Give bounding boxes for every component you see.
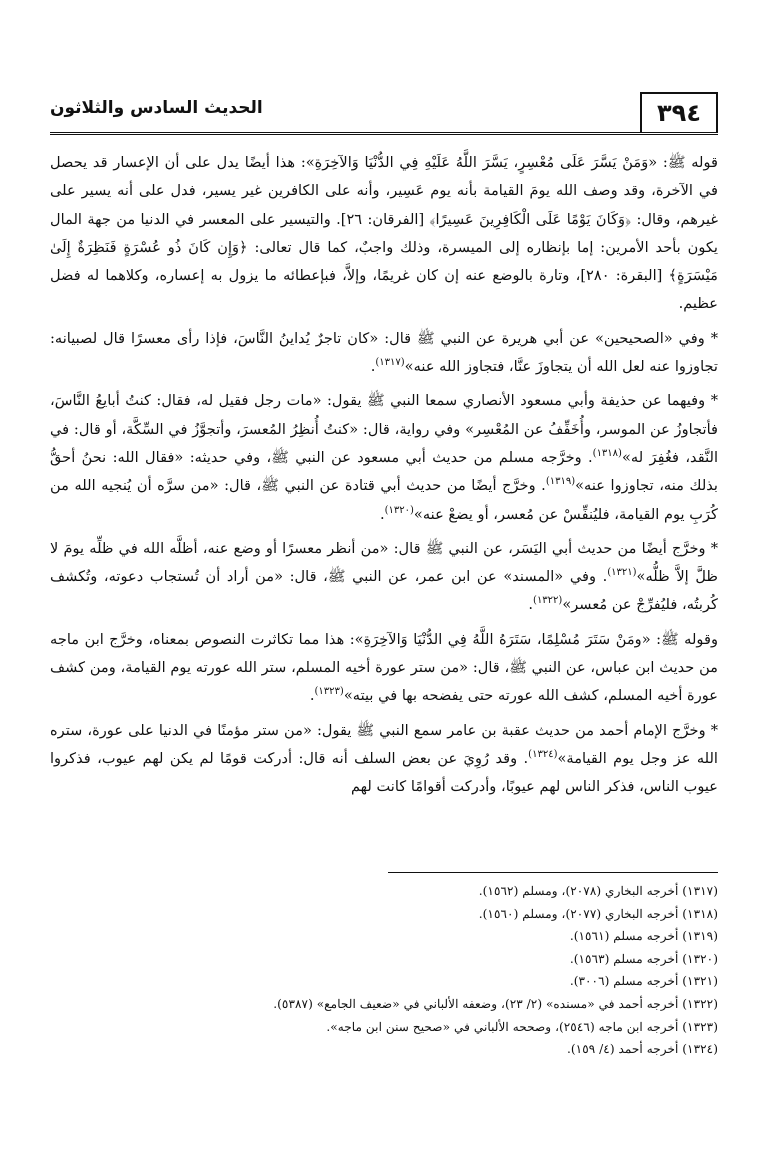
footnote-ref[interactable]: (١٣١٩) bbox=[545, 476, 576, 488]
footnote-divider bbox=[388, 872, 718, 873]
footnote-ref[interactable]: (١٣١٨) bbox=[592, 448, 622, 460]
footnote-1318: (١٣١٨) أخرجه البخاري (٢٠٧٧)، ومسلم (١٥٦٠). bbox=[478, 906, 718, 921]
paragraph-2-text: * وفي «الصحيحين» عن أبي هريرة عن النبي ﷺ قال: «كان تاجرٌ يُداينُ النَّاسَ، فإذا رأى معسرًا قال لصبيانه: تجاوزوا عنه لعل الله أن يتجاوزَ عنَّا، فتجاوز الله عنه» bbox=[50, 329, 718, 376]
footnote-ref[interactable]: (١٣٢٤) bbox=[528, 749, 558, 761]
footnote-ref[interactable]: (١٣٢٢) bbox=[533, 595, 563, 607]
footnotes bbox=[50, 880, 718, 1061]
footnote-ref[interactable]: (١٣٢١) bbox=[607, 567, 637, 579]
paragraph-3-end: . وخرَّج أيضًا من حديث أبي قتادة عن النبي ﷺ، قال: «من سرَّه أن يُنجيه الله من كُرَبِ يوم القيامة، فليُنفِّسْ عن مُعسر، أو يضعْ عنه» bbox=[50, 477, 718, 523]
page-number: ٣٩٤ bbox=[640, 92, 718, 132]
paragraph-1-text: قوله ﷺ: «وَمَنْ يَسَّرَ عَلَى مُعْسِرٍ، يَسَّرَ اللَّهُ عَلَيْهِ فِي الدُّنْيَا وَالآخِرَةِ»: هذا أيضًا يدل على أن الإعسار قد يحصل في الآخرة، وقد وصف الله يومَ القيامة بأنه يوم عَسِير، وأنه على الكافرين غير يسير، فدل على أنه يسير على غيرهم، وقال: ﴿وَكَانَ يَوْمًا عَلَى الْكَافِرِينَ عَسِيرًا﴾ [الفرقان: ٢٦]. والتيسير على المعسر في الدنيا من جهة المال يكون بأحد الأمرين: إما بإنظاره إلى الميسرة، وذلك واجبٌ، كما قال تعالى: ﴿وَإِن كَانَ ذُو عُسْرَةٍ فَنَظِرَةٌ إِلَىٰ مَيْسَرَةٍ﴾ [البقرة: ٢٨٠]، وتارة بالوضع عنه إن كان غريمًا، وإلاَّ، فبإعطائه ما يزول به إعساره، وكلاهما له فضل عظيم. bbox=[50, 154, 718, 313]
paragraph-2: * وفي «الصحيحين» عن أبي هريرة عن النبي ﷺ قال: «كان تاجرٌ يُداينُ النَّاسَ، فإذا رأى معسرًا قال لصبيانه: تجاوزوا عنه لعل الله أن يتجاوزَ عنَّا، فتجاوز الله عنه»$^{(١٣١٧)}$. bbox=[50, 329, 718, 376]
paragraph-5: وقوله ﷺ: «ومَنْ سَتَرَ مُسْلِمًا، سَتَرَهُ اللَّهُ فِي الدُّنْيَا وَالآخِرَةِ»: هذا مما تكاثرت النصوص بمعناه، وخرَّج ابن ماجه من حديث ابن عباس، عن النبي ﷺ، قال: «من ستر عورة أخيه المسلم، ستر الله عورته يوم القيامة، ومن كشف عورة أخيه المسلم، كشف الله عورته حتى يفضحه بها في بيته»$^{(١٣٢٣)}$. bbox=[50, 630, 718, 705]
footnote-ref[interactable]: (١٣١٧) bbox=[375, 357, 405, 369]
paragraph-6 bbox=[50, 717, 718, 802]
paragraph-4-text: * وخرَّج أيضًا من حديث أبي اليَسَر، عن النبي ﷺ قال: «من أنظر معسرًا أو وضع عنه، أظلَّه الله في ظلِّه يومَ لا ظلَّ إلاَّ ظلُّه» bbox=[50, 539, 718, 586]
footnote-1317: (١٣١٧) أخرجه البخاري (٢٠٧٨)، ومسلم (١٥٦٢). bbox=[478, 884, 718, 898]
main-text bbox=[50, 149, 718, 802]
footnote-ref[interactable]: (١٣٢٣) bbox=[314, 686, 344, 698]
paragraph-3-text: * وفيهما عن حذيفة وأبي مسعود الأنصاري سمعا النبي ﷺ يقول: «مات رجل فقيل له، فقال: كنتُ أبايعُ النَّاسَ، فأتجاوزُ عن الموسر، وأُخَفِّفُ عن المُعْسِر» وفي رواية، قال: «كنتُ أُنظِرُ المُعسرَ، وأتجوَّزُ في السِّكَّة، أو قال: في النَّقد، فغُفِرَ له» bbox=[50, 392, 718, 466]
book-page bbox=[50, 86, 718, 1126]
running-title: الحديث السادس والثلاثون bbox=[50, 98, 263, 118]
paragraph-6-text: * وخرَّج الإمام أحمد من حديث عقبة بن عامر سمع النبي ﷺ يقول: «من ستر مؤمنًا في الدنيا على عورة، ستره الله عز وجل يوم القيامة» bbox=[50, 721, 718, 767]
footnote-ref[interactable]: (١٣٢٠) bbox=[384, 504, 414, 516]
paragraph-3-mid: . وخرَّجه مسلم من حديث أبي مسعود عن النبي ﷺ، وفي حديثه: «فقال الله: نحنُ أحقُّ بذلك منه، تجاوزوا عنه» bbox=[50, 448, 718, 495]
paragraph-3: * وفيهما عن حذيفة وأبي مسعود الأنصاري سمعا النبي ﷺ يقول: «مات رجل فقيل له، فقال: كنتُ أبايعُ النَّاسَ، فأتجاوزُ عن الموسر، وأُخَفِّفُ عن المُعْسِر» وفي رواية، قال: «كنتُ أُنظِرُ المُعسرَ، وأتجوَّزُ في السِّكَّة، أو قال: في النَّقد، فغُفِرَ له»$^{(١٣١٨)}$. وخرَّجه مسلم من حديث أبي مسعود عن النبي ﷺ، وفي حديثه: «فقال الله: نحنُ أحقُّ بذلك منه، تجاوزوا عنه»$^{(١٣١٩)}$. وخرَّج أيضًا من حديث أبي قتادة عن النبي ﷺ، قال: «من سرَّه أن يُنجيه الله من كُرَبِ يوم القيامة، فليُنفِّسْ عن مُعسر، أو يضعْ عنه»$^{(١٣٢٠)}$. bbox=[50, 392, 718, 523]
page-header bbox=[50, 86, 718, 135]
footnote-1320: (١٣٢٠) أخرجه مسلم (١٥٦٣). bbox=[569, 951, 718, 966]
footnote-1323: (١٣٢٣) أخرجه ابن ماجه (٢٥٤٦)، وصححه الألباني في «صحيح سنن ابن ماجه». bbox=[326, 1019, 718, 1034]
footnote-1319: (١٣١٩) أخرجه مسلم (١٥٦١). bbox=[569, 929, 718, 944]
paragraph-4: * وخرَّج أيضًا من حديث أبي اليَسَر، عن النبي ﷺ قال: «من أنظر معسرًا أو وضع عنه، أظلَّه الله في ظلِّه يومَ لا ظلَّ إلاَّ ظلُّه»$^{(١٣٢١)}$. وفي «المسند» عن ابن عمر، عن النبي ﷺ، قال: «من أراد أن تُستجاب دعوته، وتُكشف كُربتُه، فليُفرِّجْ عن مُعسر»$^{(١٣٢٢)}$. bbox=[50, 539, 718, 614]
paragraph-4-mid: . وفي «المسند» عن ابن عمر، عن النبي ﷺ، قال: «من أراد أن تُستجاب دعوته، وتُكشف كُربتُه، فليُفرِّجْ عن مُعسر» bbox=[50, 568, 718, 614]
footnote-1321: (١٣٢١) أخرجه مسلم (٣٠٠٦). bbox=[569, 974, 718, 989]
paragraph-1 bbox=[50, 149, 718, 319]
footnote-1324: (١٣٢٤) أخرجه أحمد (٤/ ١٥٩). bbox=[567, 1042, 718, 1057]
paragraph-5-text: وقوله ﷺ: «ومَنْ سَتَرَ مُسْلِمًا، سَتَرَهُ اللَّهُ فِي الدُّنْيَا وَالآخِرَةِ»: هذا مما تكاثرت النصوص بمعناه، وخرَّج ابن ماجه من حديث ابن عباس، عن النبي ﷺ، قال: «من ستر عورة أخيه المسلم، ستر الله عورته يوم القيامة، ومن كشف عورة أخيه المسلم، كشف الله عورته حتى يفضحه بها في بيته» bbox=[50, 630, 718, 705]
footnote-1322: (١٣٢٢) أخرجه أحمد في «مسنده» (٢/ ٢٣)، وضعفه الألباني في «ضعيف الجامع» (٥٣٨٧). bbox=[273, 996, 718, 1011]
paragraph-6-end: . وقد رُوِيَ عن بعض السلف أنه قال: أدركت قومًا لم يكن لهم عيوب، فذكروا عيوب الناس، فذكر الناس لهم عيوبًا، وأدركت أقوامًا كانت لهم bbox=[50, 749, 718, 796]
